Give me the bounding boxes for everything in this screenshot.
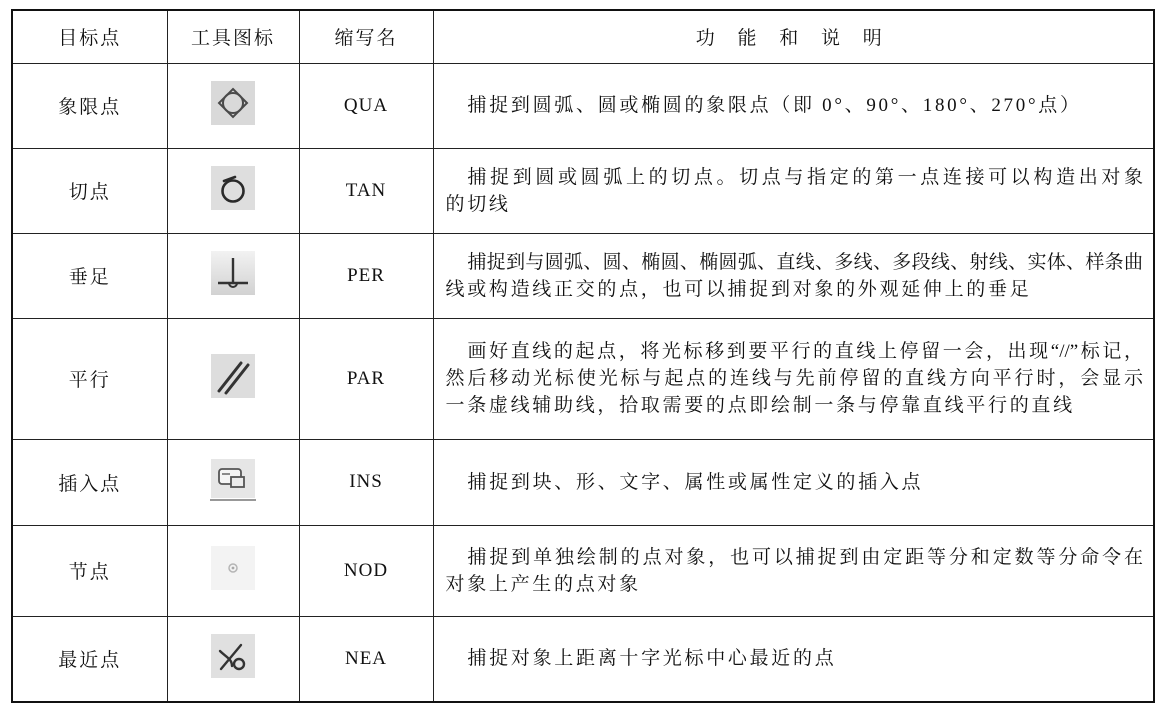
table-row — [12, 233, 1154, 318]
abbr-cell: PER — [299, 233, 433, 318]
perpendicular-icon — [210, 250, 256, 296]
description-line: 捕捉到单独绘制的点对象，也可以捕捉到由定距等分和定数等分命令在 — [467, 546, 1143, 568]
target-cell: 象限点 — [12, 63, 167, 148]
abbr-cell: PAR — [299, 318, 433, 439]
description-line: 画好直线的起点，将光标移到要平行的直线上停留一会，出现“//”标记， — [467, 341, 1143, 362]
description-line: 捕捉到与圆弧、圆、椭圆、椭圆弧、直线、多线、多段线、射线、实体、样条曲 — [467, 251, 1143, 273]
nearest-icon — [210, 633, 256, 679]
description-line: 线或构造线正交的点，也可以捕捉到对象的外观延伸上的垂足 — [445, 278, 1032, 300]
description-line: 对象上产生的点对象 — [445, 573, 641, 595]
description-cell — [433, 63, 1154, 148]
insertion-icon — [210, 457, 256, 503]
abbr-cell: TAN — [299, 148, 433, 233]
description-line: 然后移动光标使光标与起点的连线与先前停留的直线方向平行时，会显示 — [445, 368, 1143, 389]
abbr-cell: NOD — [299, 525, 433, 616]
icon-cell — [167, 616, 299, 702]
header-row — [12, 10, 1154, 63]
table-row — [12, 439, 1154, 525]
description-line: 一条虚线辅助线，拾取需要的点即绘制一条与停靠直线平行的直线 — [445, 395, 1075, 416]
description-line: 捕捉到圆弧、圆或椭圆的象限点（即 0°、90°、180°、270°点） — [467, 95, 1082, 116]
description-cell — [433, 233, 1154, 318]
quadrant-icon — [210, 80, 256, 126]
description-cell — [433, 525, 1154, 616]
abbr-cell: INS — [299, 439, 433, 525]
parallel-icon — [210, 353, 256, 399]
tangent-icon — [210, 165, 256, 211]
table-row — [12, 63, 1154, 148]
description-cell — [433, 318, 1154, 439]
description-cell — [433, 616, 1154, 702]
abbr-cell: NEA — [299, 616, 433, 702]
target-cell: 节点 — [12, 525, 167, 616]
icon-cell — [167, 525, 299, 616]
snap-modes-table — [11, 9, 1155, 703]
table-row — [12, 616, 1154, 702]
icon-cell — [167, 233, 299, 318]
description-cell — [433, 148, 1154, 233]
header-description: 功 能 和 说 明 — [433, 10, 1154, 63]
icon-cell — [167, 318, 299, 439]
target-cell: 插入点 — [12, 439, 167, 525]
description-line: 的切线 — [445, 193, 511, 215]
description-line: 捕捉对象上距离十字光标中心最近的点 — [467, 648, 837, 670]
header-abbr: 缩写名 — [299, 10, 433, 63]
description-line: 捕捉到圆或圆弧上的切点。切点与指定的第一点连接可以构造出对象 — [467, 166, 1143, 188]
abbr-cell: QUA — [299, 63, 433, 148]
description-line: 捕捉到块、形、文字、属性或属性定义的插入点 — [467, 471, 924, 493]
icon-cell — [167, 148, 299, 233]
target-cell: 切点 — [12, 148, 167, 233]
target-cell: 垂足 — [12, 233, 167, 318]
table-row — [12, 525, 1154, 616]
icon-cell — [167, 439, 299, 525]
description-cell — [433, 439, 1154, 525]
target-cell: 平行 — [12, 318, 167, 439]
header-target: 目标点 — [12, 10, 167, 63]
table-row — [12, 318, 1154, 439]
header-icon: 工具图标 — [167, 10, 299, 63]
node-icon — [210, 545, 256, 591]
table-row — [12, 148, 1154, 233]
icon-cell — [167, 63, 299, 148]
target-cell: 最近点 — [12, 616, 167, 702]
